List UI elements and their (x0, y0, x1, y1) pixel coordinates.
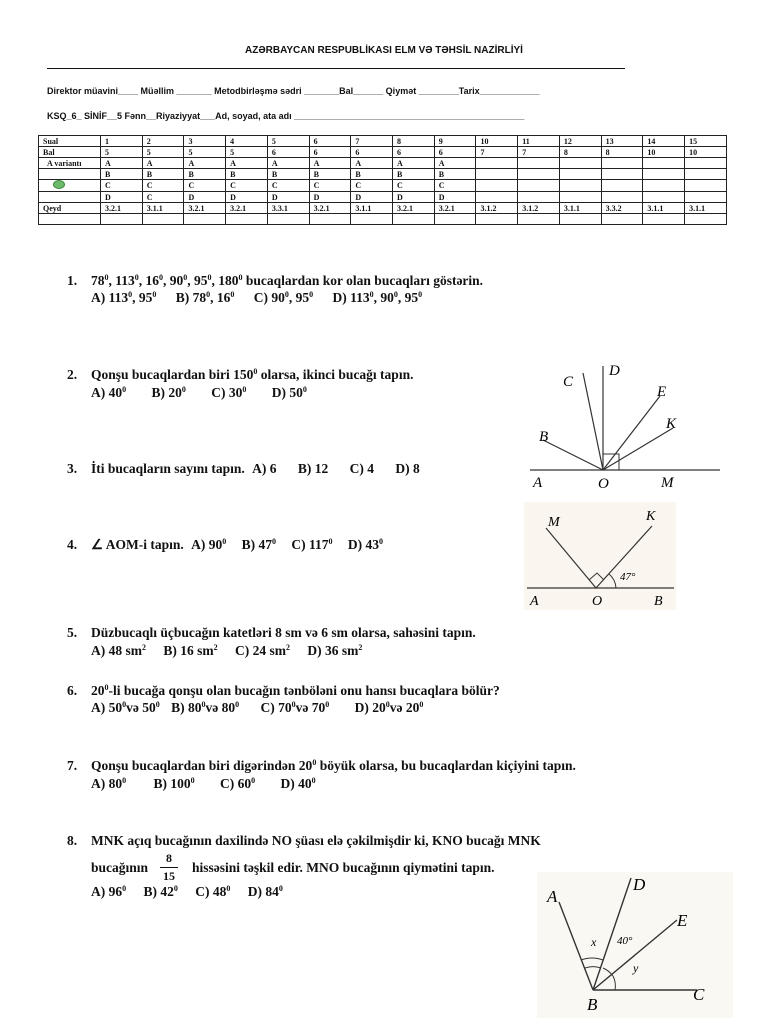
grid-cell: 7 (476, 147, 518, 158)
grid-cell: 3.2.1 (184, 203, 226, 214)
grid-cell: 10 (643, 147, 685, 158)
grid-cell: 3.1.1 (142, 203, 184, 214)
label-o: O (598, 476, 609, 492)
grid-cell: D (101, 192, 143, 203)
grid-cell: 4 (226, 136, 268, 147)
label-y: y (633, 961, 639, 975)
grid-cell: 11 (518, 136, 560, 147)
label-m: M (548, 515, 560, 530)
staff-line: Direktor müavini____ Müəllim _______ Metodbirləşmə sədri _______Bal______ Qiymət ________Tarix____________ (47, 86, 540, 96)
grid-cell: 6 (393, 147, 435, 158)
row-a (39, 158, 727, 169)
grid-cell: 6 (309, 147, 351, 158)
grid-cell: 15 (685, 136, 727, 147)
grid-cell: 3.2.1 (101, 203, 143, 214)
grid-cell: D (309, 192, 351, 203)
grid-cell (559, 192, 601, 203)
row-d (39, 192, 727, 203)
grid-cell: 5 (184, 147, 226, 158)
row-label (39, 180, 101, 192)
row-b (39, 169, 727, 180)
grid-cell: C (226, 180, 268, 192)
grid-cell: 2 (142, 136, 184, 147)
grid-cell: 8 (601, 147, 643, 158)
grid-cell (184, 214, 226, 225)
row-sual (39, 136, 727, 147)
option-d: D) 36 $sm^2$ (307, 643, 363, 658)
grid-cell (643, 180, 685, 192)
question-5: 5. Düzbucaqlı üçbucağın katetləri 8 sm və 6 sm olarsa, sahəsini tapın. (67, 625, 476, 640)
option-d: D) $113^0$, $90^0$, $95^0$ (332, 290, 423, 305)
row-bal (39, 147, 727, 158)
option-c: C) $48^0$ (195, 884, 231, 899)
grid-cell: 6 (267, 147, 309, 158)
label-c: C (693, 985, 705, 1004)
answers-1 (91, 290, 422, 306)
option-a: A) $40^0$ (91, 385, 127, 400)
option-b: B) $47^0$ (241, 537, 276, 552)
grid-cell: 3.2.1 (393, 203, 435, 214)
option-c: C) $90^0$, $95^0$ (253, 290, 314, 305)
grid-cell: 3.1.1 (351, 203, 393, 214)
grid-cell (685, 169, 727, 180)
grid-cell: A (434, 158, 476, 169)
grid-cell (476, 169, 518, 180)
grid-cell (518, 158, 560, 169)
grid-cell: D (226, 192, 268, 203)
grid-cell (267, 214, 309, 225)
label-m: M (661, 475, 674, 491)
grid-cell: 3.3.1 (267, 203, 309, 214)
grid-cell (476, 158, 518, 169)
question-8-line2: bucağının (91, 860, 149, 875)
option-d: D) $43^0$ (347, 537, 383, 552)
grid-cell (101, 214, 143, 225)
option-a: A) $96^0$ (91, 884, 127, 899)
grid-cell: B (309, 169, 351, 180)
question-number: 1. (67, 273, 78, 288)
option-d: D) $84^0$ (247, 884, 283, 899)
grid-cell: 6 (309, 136, 351, 147)
grid-cell (559, 214, 601, 225)
grid-cell: 3 (184, 136, 226, 147)
answer-grid (38, 135, 727, 225)
option-a: A) 6 (252, 461, 277, 476)
grid-cell (518, 192, 560, 203)
option-a: A) $80^0$ (91, 776, 127, 791)
option-b: B) 16 $sm^2$ (163, 643, 218, 658)
option-d: D) $50^0$ (271, 385, 307, 400)
grid-cell: 3.1.1 (685, 203, 727, 214)
ministry-title: AZƏRBAYCAN RESPUBLİKASI ELM VƏ TƏHSİL NAZİRLİYİ (245, 45, 523, 56)
grid-cell: 14 (643, 136, 685, 147)
answers-5 (91, 643, 362, 659)
option-c: C) $117^0$ (291, 537, 333, 552)
answers-7 (91, 776, 316, 792)
grid-cell: B (226, 169, 268, 180)
grid-cell: 7 (518, 147, 560, 158)
option-b: B) $80^0və$ $80^0$ (171, 700, 240, 715)
grid-cell (559, 169, 601, 180)
grid-cell (643, 158, 685, 169)
grid-cell: 5 (226, 147, 268, 158)
grid-cell: D (434, 192, 476, 203)
label-o: O (592, 594, 603, 609)
option-c: C) 24 $sm^2$ (235, 643, 290, 658)
grid-cell: 3.2.1 (226, 203, 268, 214)
figure-abc (537, 872, 733, 1018)
grid-cell (601, 192, 643, 203)
question-3: 3. İti bucaqların sayını tapın. A) 6 B) 12 C) 4 D) 8 (67, 461, 420, 476)
grid-cell: B (393, 169, 435, 180)
grid-cell (351, 214, 393, 225)
label-a: A (533, 475, 543, 491)
row-label (39, 214, 101, 225)
grid-cell: 13 (601, 136, 643, 147)
grid-cell: 10 (476, 136, 518, 147)
student-line: KSQ_6_ SİNİF__5 Fənn__Riyaziyyat___Ad, soyad, ata adı ______________________________________________ (47, 111, 525, 121)
option-b: B) $20^0$ (151, 385, 186, 400)
grid-cell: C (101, 180, 143, 192)
grid-cell: C (393, 180, 435, 192)
angle-label: 40° (617, 935, 633, 947)
grid-cell: 8 (559, 147, 601, 158)
grid-cell: C (434, 180, 476, 192)
grid-cell: A (184, 158, 226, 169)
option-b: B) 12 (297, 461, 329, 476)
grid-cell (643, 169, 685, 180)
option-c: C) $60^0$ (220, 776, 256, 791)
grid-cell (518, 214, 560, 225)
grid-cell: 3.3.2 (601, 203, 643, 214)
grid-cell: 6 (351, 147, 393, 158)
fraction-8-15: 8 15 (160, 851, 178, 884)
grid-cell: D (267, 192, 309, 203)
label-b: B (539, 429, 549, 445)
grid-cell (559, 158, 601, 169)
grid-cell (601, 180, 643, 192)
grid-cell (601, 214, 643, 225)
grid-cell: A (309, 158, 351, 169)
option-b: B) $100^0$ (153, 776, 195, 791)
label-k: K (666, 416, 677, 432)
grid-cell: A (393, 158, 435, 169)
grid-cell (476, 214, 518, 225)
option-d: D) 8 (395, 461, 420, 476)
grid-cell: 1 (101, 136, 143, 147)
grid-cell (685, 158, 727, 169)
grid-cell (518, 169, 560, 180)
question-4: 4. ∠ AOM-i tapın. A) $90^0$ B) $47^0$ C) $117^0$ D) $43^0$ (67, 537, 383, 552)
question-8: 8. MNK açıq bucağının daxilində NO şüası elə çəkilmişdir ki, KNO bucağı MNK (67, 833, 541, 848)
grid-cell: B (142, 169, 184, 180)
row-label: Bal (39, 147, 101, 158)
grid-cell: D (393, 192, 435, 203)
grid-cell: A (351, 158, 393, 169)
option-a: A) 48 $sm^2$ (91, 643, 146, 658)
answers-8 (91, 884, 283, 900)
figure-aom (524, 502, 676, 610)
grid-cell (476, 192, 518, 203)
label-b: B (654, 594, 663, 609)
label-x: x (591, 935, 597, 949)
question-2: 2. Qonşu bucaqlardan biri $150^0$ olarsa, ikinci bucağı tapın. (67, 367, 414, 382)
grid-cell: A (142, 158, 184, 169)
grid-cell (559, 180, 601, 192)
option-d: D) $40^0$ (280, 776, 316, 791)
grid-cell (685, 192, 727, 203)
grid-cell: 3.1.2 (476, 203, 518, 214)
option-c: C) $70^0və$ $70^0$ (260, 700, 330, 715)
label-a: A (547, 887, 558, 906)
row-label: Qeyd (39, 203, 101, 214)
label-a: A (530, 594, 539, 609)
grid-cell: B (351, 169, 393, 180)
grid-cell: C (142, 180, 184, 192)
grid-cell: C (351, 180, 393, 192)
grid-cell (685, 214, 727, 225)
option-a: A) $113^0$, $95^0$ (91, 290, 157, 305)
grid-cell (643, 192, 685, 203)
grid-cell: 9 (434, 136, 476, 147)
row-qeyd (39, 203, 727, 214)
grid-cell: C (267, 180, 309, 192)
grid-cell: A (226, 158, 268, 169)
option-b: B) $42^0$ (143, 884, 178, 899)
grid-cell (601, 158, 643, 169)
row-label: Sual (39, 136, 101, 147)
grid-cell: 3.1.1 (643, 203, 685, 214)
grid-cell (393, 214, 435, 225)
grid-cell (142, 214, 184, 225)
grid-cell (643, 214, 685, 225)
question-7: 7. Qonşu bucaqlardan biri digərindən $20^0$ böyük olarsa, bu bucaqlardan kiçiyini tapın. (67, 758, 576, 773)
eye-icon (53, 180, 65, 189)
grid-cell (434, 214, 476, 225)
answers-2 (91, 385, 307, 401)
grid-cell: D (184, 192, 226, 203)
question-8-line2b: hissəsini təşkil edir. MNO bucağının qiymətini tapın. (192, 860, 495, 875)
grid-cell: 10 (685, 147, 727, 158)
grid-cell: 12 (559, 136, 601, 147)
row-label (39, 169, 101, 180)
header-rule (47, 68, 625, 69)
grid-cell: C (142, 192, 184, 203)
row-label: A variantı (39, 158, 101, 169)
grid-cell: 5 (101, 147, 143, 158)
grid-cell: 6 (434, 147, 476, 158)
row-label (39, 192, 101, 203)
option-b: B) $78^0$, $16^0$ (175, 290, 235, 305)
label-d: D (609, 363, 620, 379)
label-c: C (563, 374, 574, 390)
option-c: C) 4 (349, 461, 375, 476)
grid-cell: 3.1.2 (518, 203, 560, 214)
grid-cell: B (267, 169, 309, 180)
grid-cell: 3.2.1 (309, 203, 351, 214)
grid-cell: A (101, 158, 143, 169)
grid-cell: 5 (267, 136, 309, 147)
option-d: D) $20^0və$ $20^0$ (354, 700, 424, 715)
grid-cell (226, 214, 268, 225)
grid-cell: B (434, 169, 476, 180)
question-6: 6. $20^0-li$ bucağa qonşu olan bucağın tənböləni onu hansı bucaqlara bölür? (67, 683, 500, 698)
grid-cell: B (101, 169, 143, 180)
row-c (39, 180, 727, 192)
figure-rays (525, 358, 725, 493)
option-a: A) $50^0və$ $50^0$ (91, 700, 160, 715)
option-a: A) $90^0$ (191, 537, 227, 552)
grid-cell (476, 180, 518, 192)
option-c: C) $30^0$ (211, 385, 247, 400)
grid-cell: 7 (351, 136, 393, 147)
label-b: B (587, 995, 598, 1014)
label-k: K (646, 509, 656, 524)
row-empty (39, 214, 727, 225)
grid-cell (309, 214, 351, 225)
grid-cell: A (267, 158, 309, 169)
grid-cell: 8 (393, 136, 435, 147)
angle-label: 47° (620, 571, 636, 583)
grid-cell: B (184, 169, 226, 180)
grid-cell: D (351, 192, 393, 203)
question-1: 1. $78^0$, $113^0$, $16^0$, $90^0$, $95^0$, $180^0$ bucaqlardan kor olan bucaqları göstərin. (67, 273, 484, 288)
grid-cell: C (184, 180, 226, 192)
grid-cell: 5 (142, 147, 184, 158)
grid-cell: C (309, 180, 351, 192)
grid-cell: 3.2.1 (434, 203, 476, 214)
grid-cell (685, 180, 727, 192)
label-d: D (633, 875, 646, 894)
answers-6 (91, 700, 423, 716)
label-e: E (657, 384, 667, 400)
label-e: E (677, 911, 688, 930)
grid-cell (601, 169, 643, 180)
grid-cell: 3.1.1 (559, 203, 601, 214)
grid-cell (518, 180, 560, 192)
